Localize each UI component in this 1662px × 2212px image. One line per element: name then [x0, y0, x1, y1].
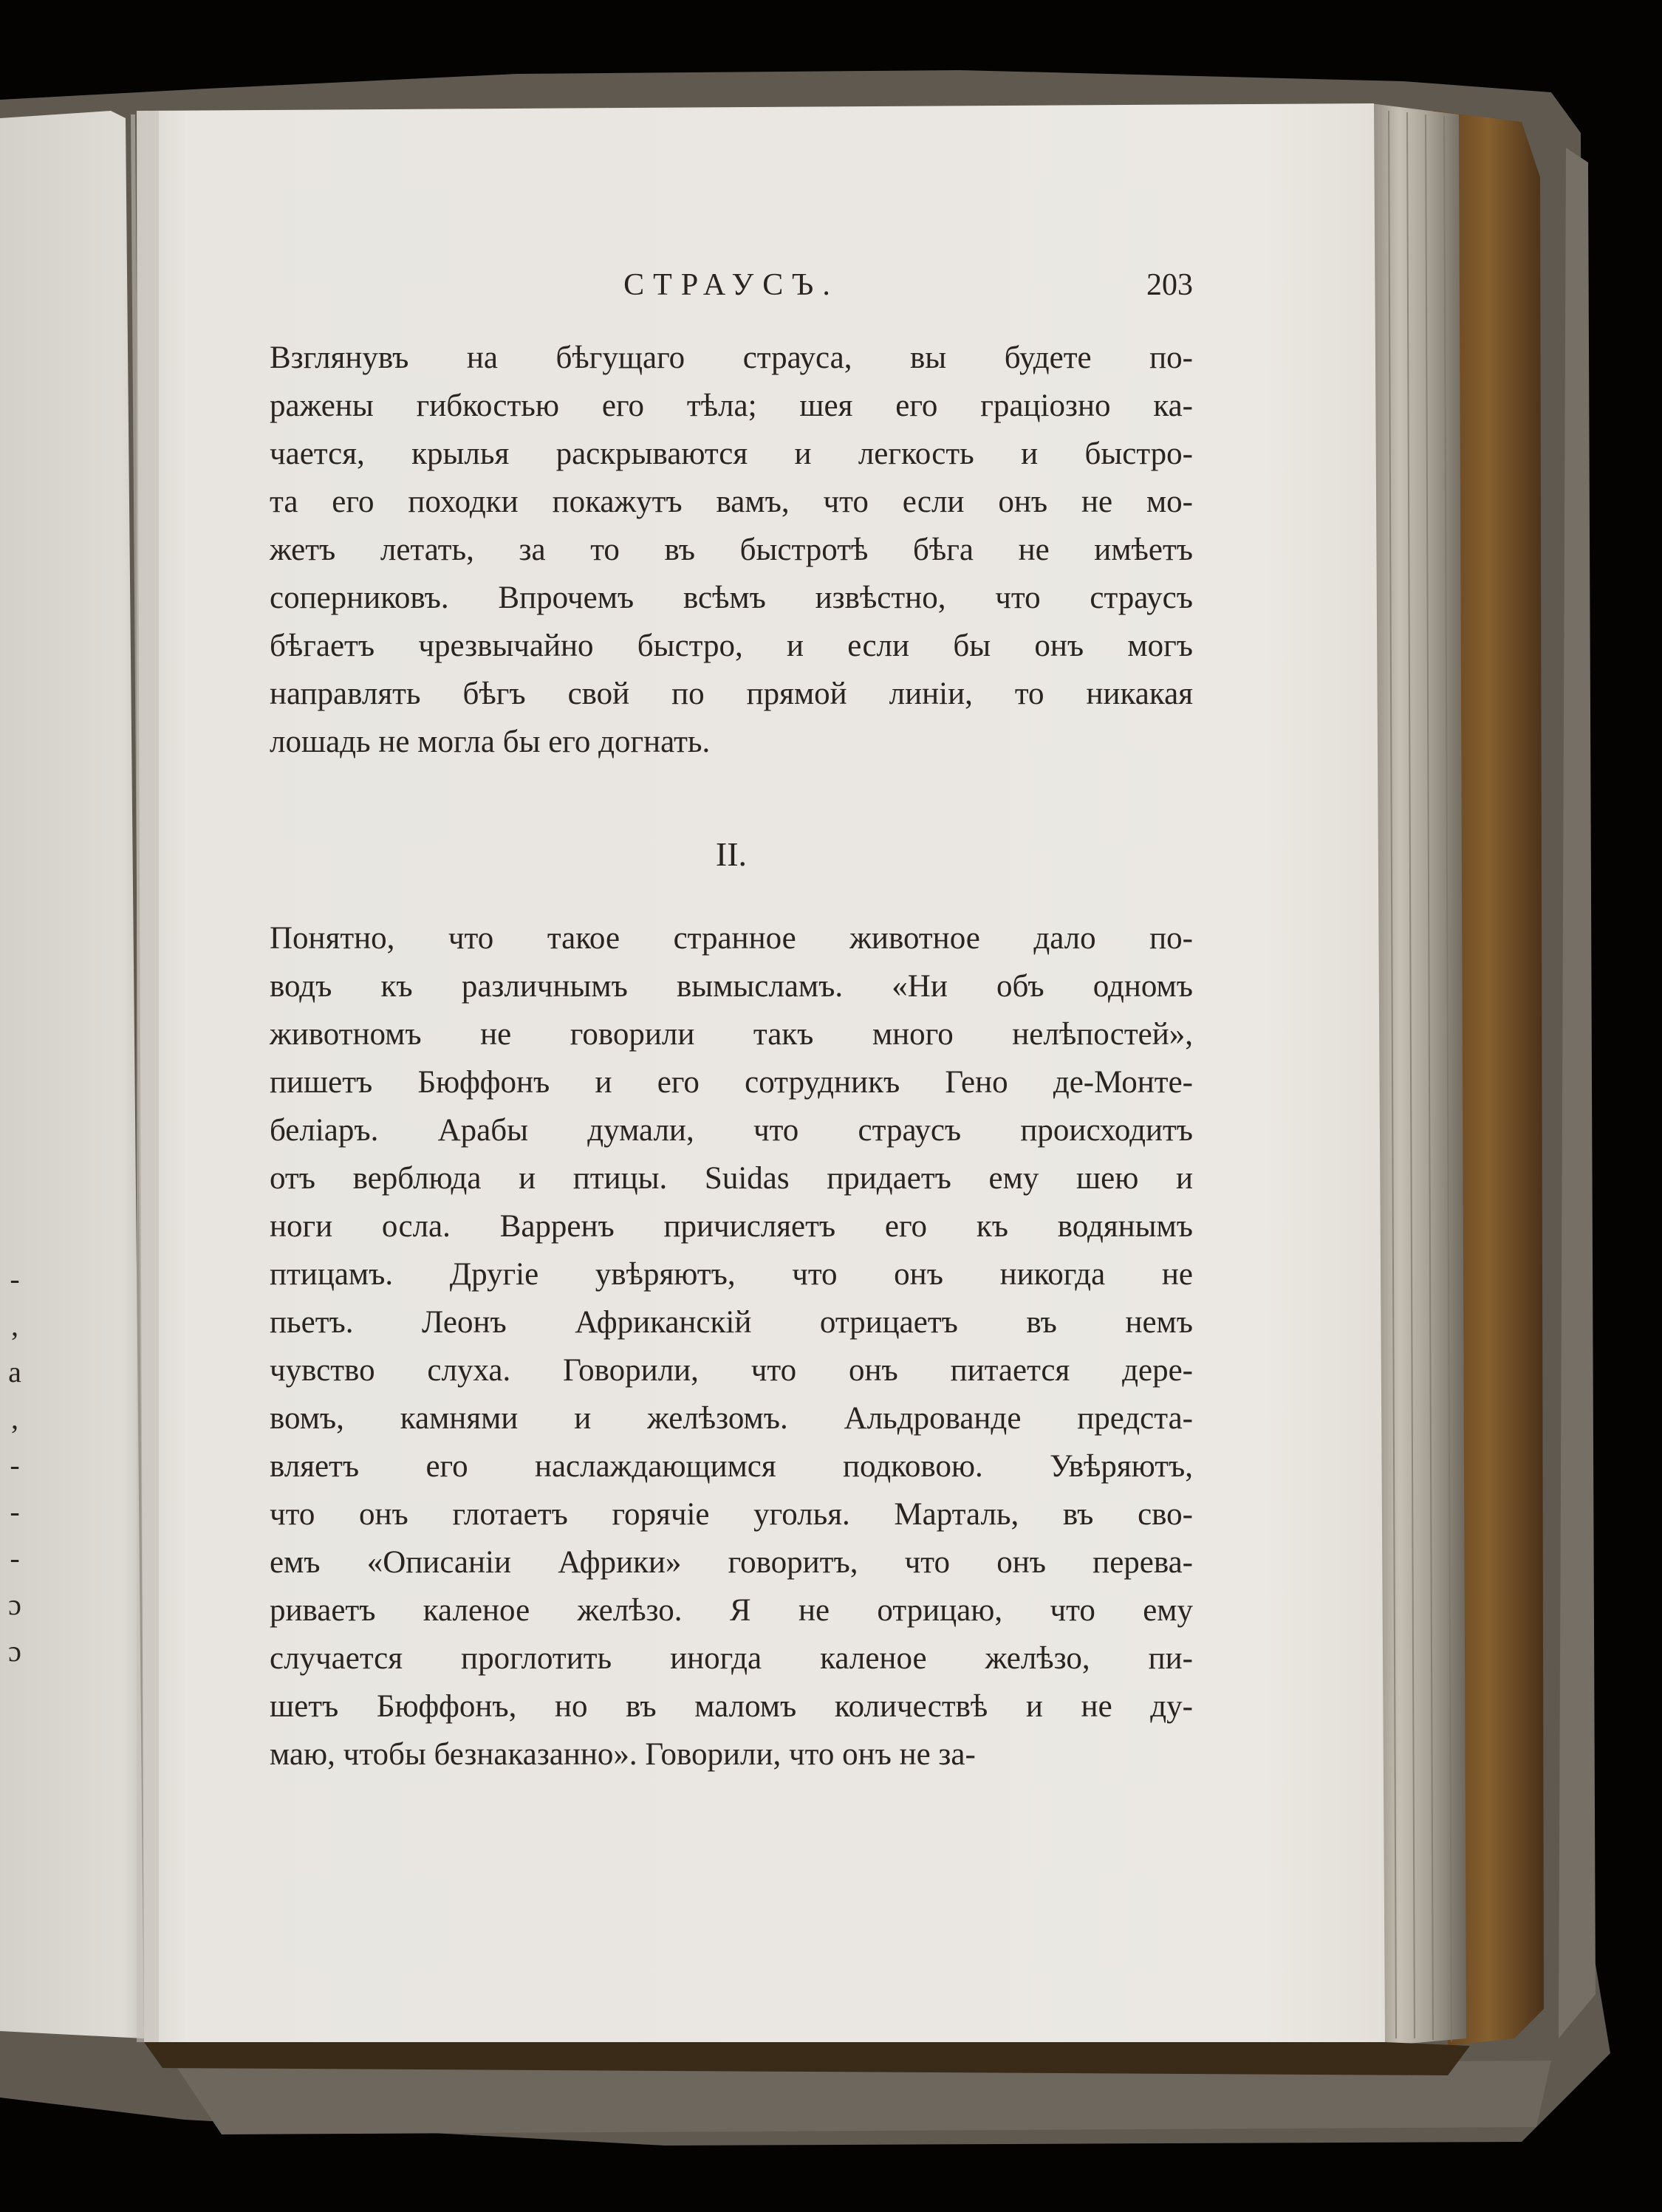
- margin-mark: a: [8, 1355, 21, 1389]
- text-line: беліаръ. Арабы думали, что страусъ происходитъ: [270, 1113, 1193, 1148]
- text-line: пьетъ. Леонъ Африканскій отрицаетъ въ немъ: [270, 1305, 1193, 1340]
- text-line: лошадь не могла бы его догнать.: [270, 725, 711, 759]
- text-line: ноги осла. Варренъ причисляетъ его къ водянымъ: [270, 1209, 1193, 1244]
- text-line: что онъ глотаетъ горячіе уголья. Марталь, въ сво-: [270, 1497, 1193, 1532]
- running-head: [270, 267, 1193, 312]
- margin-mark: ɔ: [8, 1634, 21, 1668]
- paragraph-2: [270, 914, 1193, 1778]
- left-page: [0, 111, 144, 2038]
- text-line: соперниковъ. Впрочемъ всѣмъ извѣстно, что страусъ: [270, 581, 1193, 615]
- text-line: маю, чтобы безнаказанно». Говорили, что онъ не за-: [270, 1737, 976, 1772]
- text-line: чувство слуха. Говорили, что онъ питается дере-: [270, 1353, 1193, 1388]
- text-line: животномъ не говорили такъ много нелѣпостей»,: [270, 1017, 1193, 1052]
- text-line: вляетъ его наслаждающимся подковою. Увѣряютъ,: [270, 1449, 1193, 1484]
- text-line: Понятно, что такое странное животное дало по-: [270, 921, 1193, 956]
- margin-mark: ɔ: [8, 1588, 21, 1621]
- text-line: отъ верблюда и птицы. Suidas придаетъ ему шею и: [270, 1161, 1193, 1196]
- margin-mark: ,: [11, 1402, 18, 1435]
- left-page-margin-marks: [0, 1256, 30, 1674]
- text-line: Взглянувъ на бѣгущаго страуса, вы будете по-: [270, 340, 1193, 375]
- text-line: направлять бѣгъ свой по прямой линіи, то никакая: [270, 677, 1193, 711]
- text-line: ражены гибкостью его тѣла; шея его граціозно ка-: [270, 388, 1193, 423]
- text-line: вомъ, камнями и желѣзомъ. Альдрованде предста-: [270, 1401, 1193, 1436]
- text-line: водъ къ различнымъ вымысламъ. «Ни объ одномъ: [270, 969, 1193, 1004]
- page-number: 203: [1146, 268, 1193, 302]
- text-line: емъ «Описаніи Африки» говоритъ, что онъ перева-: [270, 1545, 1193, 1580]
- text-line: риваетъ каленое желѣзо. Я не отрицаю, что ему: [270, 1593, 1193, 1628]
- margin-mark: -: [10, 1448, 20, 1482]
- text-line: та его походки покажутъ вамъ, что если онъ не мо-: [270, 484, 1193, 519]
- margin-mark: -: [10, 1262, 20, 1295]
- text-line: жетъ летать, за то въ быстротѣ бѣга не имѣетъ: [270, 533, 1193, 567]
- text-line: птицамъ. Другіе увѣряютъ, что онъ никогда не: [270, 1257, 1193, 1292]
- margin-mark: -: [10, 1495, 20, 1528]
- text-line: бѣгаетъ чрезвычайно быстро, и если бы онъ могъ: [270, 629, 1193, 663]
- text-line: чается, крылья раскрываются и легкость и быстро-: [270, 436, 1193, 471]
- margin-mark: -: [10, 1541, 20, 1575]
- section-heading: II.: [715, 835, 748, 873]
- text-line: пишетъ Бюффонъ и его сотрудникъ Гено де-Монте-: [270, 1065, 1193, 1100]
- margin-mark: ,: [11, 1309, 18, 1342]
- text-line: шетъ Бюффонъ, но въ маломъ количествѣ и не ду-: [270, 1689, 1193, 1724]
- page-edges: [1370, 103, 1466, 2046]
- text-line: случается проглотить иногда каленое желѣзо, пи-: [270, 1641, 1193, 1676]
- running-title: СТРАУСЪ.: [623, 268, 839, 302]
- paragraph-1: [270, 334, 1193, 766]
